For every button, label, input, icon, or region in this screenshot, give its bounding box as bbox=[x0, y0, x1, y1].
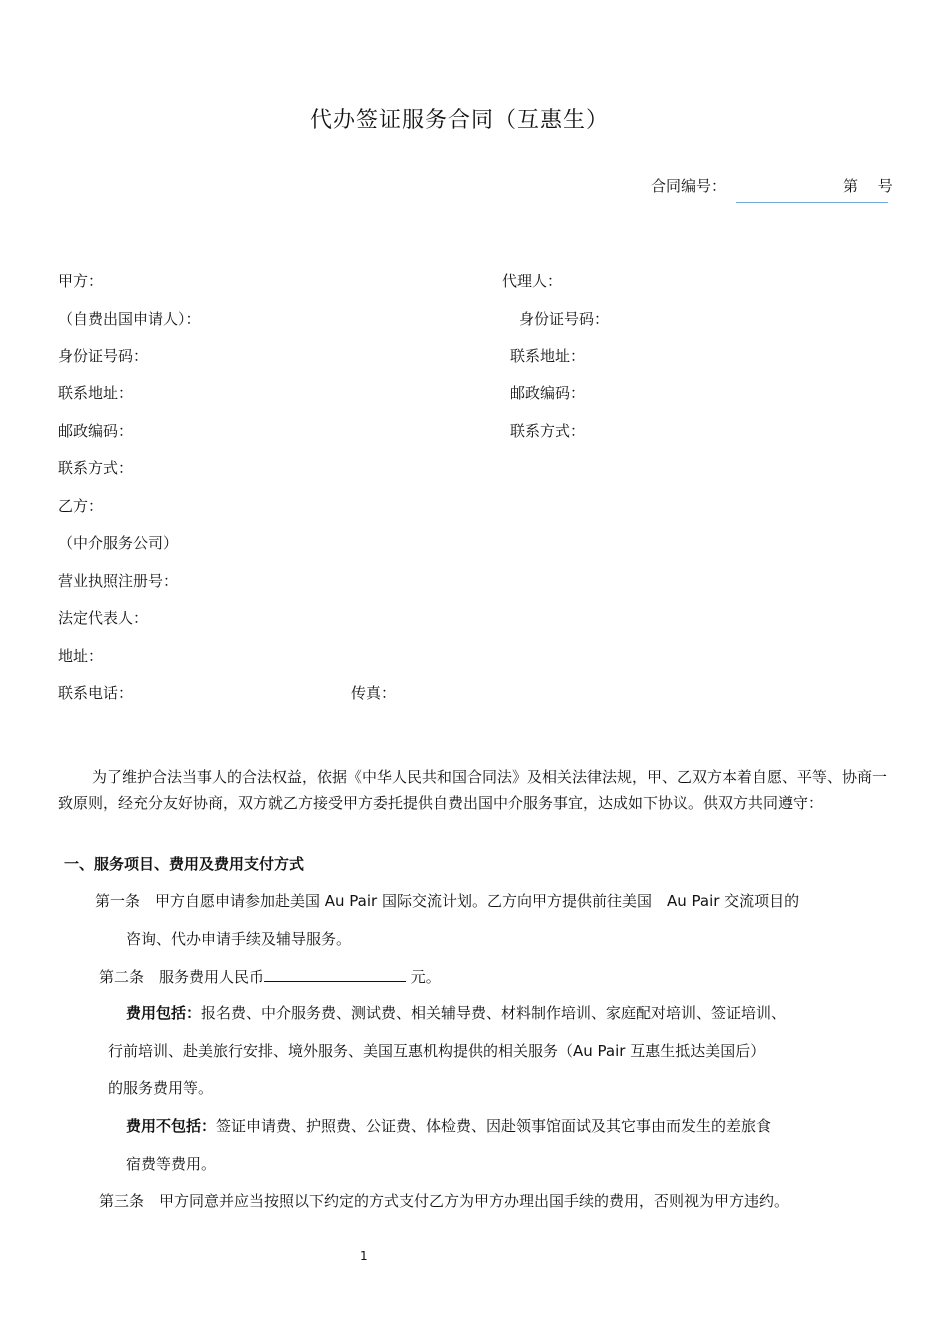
fee-excludes-line-2: 宿费等费用。 bbox=[126, 1155, 217, 1173]
fee-includes-line-2: 行前培训、赴美旅行安排、境外服务、美国互惠机构提供的相关服务（Au Pair 互惠生抵达美国后） bbox=[108, 1042, 766, 1060]
party-a-id: 身份证号码： bbox=[58, 347, 149, 365]
party-a-postcode: 邮政编码： bbox=[58, 422, 134, 440]
article-2-prefix: 第二条 服务费用人民币 bbox=[99, 968, 265, 986]
fee-includes-text: 报名费、中介服务费、测试费、相关辅导费、材料制作培训、家庭配对培训、签证培训、 bbox=[201, 1004, 787, 1022]
party-b-license: 营业执照注册号： bbox=[58, 572, 179, 590]
agent-address: 联系地址： bbox=[510, 347, 586, 365]
party-b-label: 乙方： bbox=[58, 497, 104, 515]
fee-includes-line-3: 的服务费用等。 bbox=[108, 1079, 214, 1097]
article-2 bbox=[99, 967, 441, 986]
article-1-line-2: 咨询、代办申请手续及辅导服务。 bbox=[126, 930, 352, 948]
section-heading: 一、服务项目、费用及费用支付方式 bbox=[64, 855, 305, 873]
fee-excludes-line-1 bbox=[126, 1117, 771, 1135]
preamble-paragraph: 为了维护合法当事人的合法权益，依据《中华人民共和国合同法》及相关法律法规，甲、乙双方本着自愿、平等、协商一致原则，经充分友好协商，双方就乙方接受甲方委托提供自费出国中介服务事宜，达成如下协议。供双方共同遵守： bbox=[58, 768, 888, 812]
party-a-label: 甲方： bbox=[58, 272, 104, 290]
fee-includes-line-1 bbox=[126, 1004, 786, 1022]
party-b-legal-rep: 法定代表人： bbox=[58, 609, 149, 627]
contract-number-suffix: 第 号 bbox=[843, 177, 893, 195]
agent-contact: 联系方式： bbox=[510, 422, 586, 440]
agent-label: 代理人： bbox=[502, 272, 563, 290]
contract-number-field bbox=[736, 202, 888, 203]
party-a-address: 联系地址： bbox=[58, 384, 134, 402]
fee-includes-label: 费用包括： bbox=[126, 1004, 202, 1022]
party-b-address: 地址： bbox=[58, 647, 104, 665]
party-b-note: （中介服务公司） bbox=[58, 534, 179, 552]
party-b-phone: 联系电话： bbox=[58, 684, 134, 702]
fee-amount-blank bbox=[264, 967, 406, 982]
fee-excludes-text: 签证申请费、护照费、公证费、体检费、因赴领事馆面试及其它事由而发生的差旅食 bbox=[216, 1117, 772, 1135]
agent-postcode: 邮政编码： bbox=[510, 384, 586, 402]
article-2-suffix: 元。 bbox=[406, 968, 441, 986]
party-a-contact: 联系方式： bbox=[58, 459, 134, 477]
party-a-note: （自费出国申请人）： bbox=[58, 310, 201, 328]
article-1-line-1: 第一条 甲方自愿申请参加赴美国 Au Pair 国际交流计划。乙方向甲方提供前往美国 Au Pair 交流项目的 bbox=[95, 892, 800, 910]
page-title: 代办签证服务合同（互惠生） bbox=[310, 108, 610, 133]
contract-number-label: 合同编号： bbox=[651, 177, 727, 195]
party-b-fax: 传真： bbox=[351, 684, 397, 702]
agent-id: 身份证号码： bbox=[519, 310, 610, 328]
page-number: 1 bbox=[360, 1249, 368, 1263]
article-3: 第三条 甲方同意并应当按照以下约定的方式支付乙方为甲方办理出国手续的费用，否则视为甲方违约。 bbox=[99, 1192, 790, 1210]
fee-excludes-label: 费用不包括： bbox=[126, 1117, 217, 1135]
